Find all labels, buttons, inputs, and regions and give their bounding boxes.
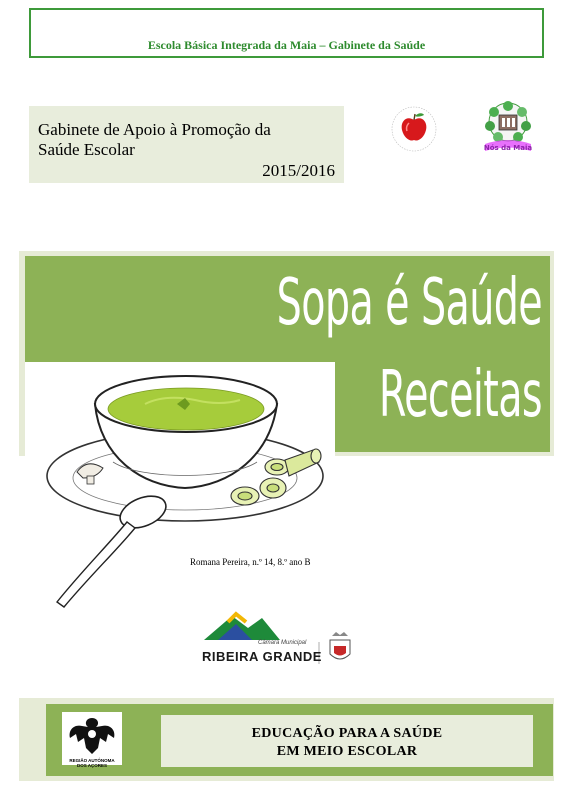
school-header-text: Escola Básica Integrada da Maia – Gabinete da Saúde [147,38,426,52]
office-line-2: Saúde Escolar [38,140,135,159]
author-credit: Romana Pereira, n.º 14, 8.º ano B [190,557,311,567]
office-box [29,106,344,183]
municipality-subtitle: Câmara Municipal [258,640,307,646]
education-box [161,715,533,767]
title-line-1: Sopa é Saúde [276,266,542,340]
azores-region-text: REGIÃO AUTÓNOMA DOS AÇORES [69,758,115,768]
education-line-2: EM MEIO ESCOLAR [276,744,418,759]
title-line-2: Receitas [378,358,542,432]
project-globe-logo-icon [477,98,539,156]
municipality-name: RIBEIRA GRANDE [202,649,322,664]
school-year: 2015/2016 [262,161,335,180]
education-line-1: EDUCAÇÃO PARA A SAÚDE [251,726,443,741]
apple-logo-icon [389,104,439,154]
school-header [29,8,544,58]
svg-text:Nós da Maia: Nós da Maia [483,144,533,152]
azores-eagle-icon [62,712,122,758]
soup-bowl-illustration [45,364,330,619]
office-line-1: Gabinete de Apoio à Promoção da [38,120,271,139]
